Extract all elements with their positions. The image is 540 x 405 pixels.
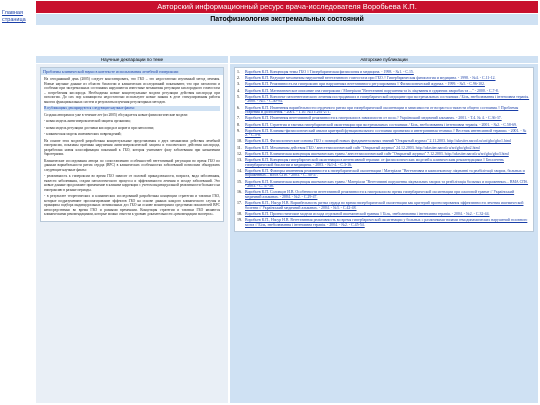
publication-link[interactable]: Воробьев К.П. Стратегия и тактика гипербарической оксигенации при экстремальных состояниях / Біль, знеболювання і інтенсивна терапія. - 2001. - №2. - С.58-69. (245, 122, 517, 127)
declaration-paragraph: На сегодняшний день (2005) следует констатировать, что ГБО – это недостаточно изученный метод лечения. Новые научные данные из области биологии и клинических исследований показывают, что при патологии и особенно при экстремальных состояниях нарушаются известные механизмы регуляции кислородного гомеостаза – потребления кислорода. Необходимы новые концептуальные модели регуляции действия кислорода при патологии. До сих пор клиницисты недостаточно используют новые знания в деле стимулирования работы многих функциональных систем и результаты изучения регуляторных методов. (44, 77, 220, 104)
publication-item (237, 128, 530, 138)
publication-item (237, 218, 530, 227)
publication-number: 5. (237, 94, 240, 99)
publication-number: 2. (237, 76, 240, 81)
declaration-paragraph: - новая модель регуляции доставки кислорода в норме и при патологии; (44, 125, 155, 130)
publication-item (237, 145, 530, 151)
home-link-line1[interactable]: Главная (2, 10, 23, 16)
publication-item (237, 139, 530, 144)
publications-list (234, 67, 534, 232)
publications-column (230, 64, 538, 403)
publication-item (237, 105, 530, 115)
declaration-paragraph: - клиническая модель ишемических повреждений; (44, 132, 122, 136)
publication-item (237, 122, 530, 128)
declarations-box (40, 67, 224, 222)
publication-link[interactable]: Воробьев К.П. Концепция темы ГБО // Гипербарическая физиология и медицина. - 1998. - №1. - С.15. (245, 70, 414, 74)
left-column-header: Научные декларации по теме (36, 56, 228, 63)
publication-item (237, 190, 530, 199)
declaration-paragraph: В публикациях декларируются следующие научные факты: (44, 106, 220, 111)
publication-link[interactable]: Воробьев К.П. Факторы изменения реактивности к гипербарической оксигенации / Матеріали "Вегетативна в комплексному лікуванні та реабілітації хворих, больных и пораженных... ВМА СПб. - 2003. - С. 36-37. (245, 168, 525, 178)
publication-link[interactable]: Воробьев К.П. Математическое описание сна гипероксии / Матеріали "Вегетативні порушення та їх лікування в судинних хворобах та ..." - 2000. - С.7-8. (245, 88, 499, 93)
publication-link[interactable]: Воробьев К.П. Соловцов И.В. Особенности вегетативной реактивности к гипероксии во время гипербарической оксигенации при ожоговой травме // Український медичний альманах. - 2004. - №2. - С.29-47. (245, 190, 515, 199)
publication-link[interactable]: Воробьев К.П. Клинико-физиологический анализ критерий функционального состояния организма и интегративная техника // Вестник интенсивной терапии. - 2001. - № 2. - С.5-8. (245, 128, 527, 138)
publication-number: 7. (237, 116, 240, 121)
publication-link[interactable]: Воробьев К.П., Насур Н.В. Вегетативная реактивность во время гипербарической оксигенации у больных с различными типами гемодинамических нарушений головного мозга // Біль, знеболювання і інтенсивна терапія. - 2004. - №2. - С.45-54. (245, 218, 528, 227)
publication-number: 18. (237, 211, 242, 216)
publication-link[interactable]: Воробьев К.П. Изменения вариабельности сердечного ритма при гипербарической оксигенации в зависимости от возраста и тяжести общего состояния // Проблемы старения и долголетия. - 2001. - Т.10. №3 с.261-271. (245, 105, 519, 115)
publication-number: 16. (237, 190, 242, 195)
publication-number: 19. (237, 218, 242, 223)
publication-link[interactable]: Воробьев К.П. Механизмы действия ГБО / анестезиологический сайт "Открытый журнал" 24.12.2003. http://ukrsiter.narod.ru/art/gbo/gbo2.html (245, 145, 480, 150)
publication-link[interactable]: Воробьев К.П. Концепция гипербарической оксигенации в интенсивной терапии: от физиологических моделей к клиническим рекомендациям // Бюллетень гипербарической биологии и медицины. - 2003. - №1-4. - С.3-16. (245, 158, 504, 167)
declaration-paragraph: - в результате теоретических и клинических исследований разработаны концепции стратегии и тактики ГБО, которые подразумевают пролонгирование эффектов ГБО на основе данных каждого клинического случая и принципы подбора индивидуальных оптимальных доз ГБО на основе мониторинга средствами показателей ВРС непосредственно во время ГБО и разными временами. Концепция стратегии и тактики ГБО являются клиническими рекомендациями, которые можно отнести к уровню доказательности «рекомендации эксперта». (44, 194, 220, 216)
publication-item (237, 179, 530, 189)
publication-item (237, 151, 530, 157)
publication-link[interactable]: Воробьев К.П. Прогностические модели исхода отдельной ишемической травмы // Біль, знеболювання і інтенсивна терапія. - 2004. - №2. - С.32-44. (245, 211, 490, 216)
publication-link[interactable]: Воробьев К.П. Ведущие механизмы нарушений вегетативного гомеостаза при ГБО // Гипербарическая физиология и медицина. - 1998. - №4. - С.11-12. (245, 76, 496, 81)
declaration-paragraph: На основе этих моделей разработаны концептуальные представления о двух механизмах действия лечебной гипероксии, показаны причины нарушения антигипероксической защиты и токсического действия кислорода, разработана новая классификация показаний к ГБО, которая учитывает фазу заболевания при назначении баротерапии. (44, 138, 220, 156)
declaration-paragraph: - реактивность к гипероксии во время ГБО зависит от половой принадлежности, возраста, вида заболевания, тяжести заболевания, стадии патологического процесса и эффективности лечения в исходе заболеваний. Это новые данные продолжают применение в клинике коррекции с учетом индивидуальной реактивности больного на гипероксию в разные периоды. (44, 174, 220, 192)
publication-number: 3. (237, 82, 240, 87)
publication-number: 15. (237, 179, 242, 184)
publication-item (237, 201, 530, 210)
publication-link[interactable]: Воробьев К.П. Клиническая концепция ишемических травм / Матеріали "Вегетативні порушення лікувальних хворих та реабілітація больных и пораженных... ВМА СПб. - 2003. - С. 37-38. (245, 179, 529, 189)
publication-item (237, 211, 530, 217)
declaration-paragraph: Создана авторами и уже в течение лет (из 2005) обсуждается новые физиологические модели: (44, 112, 189, 117)
publication-item (237, 116, 530, 121)
publication-number: 17. (237, 201, 242, 206)
publication-link[interactable]: Воробьев К.П. Реактивность на гипероксию при нарушениях вегетативного регулирования // Физиологический журнал. - 1999. - №5. - С.96-102. (245, 82, 485, 87)
publication-number: 14. (237, 168, 242, 173)
publication-item (237, 158, 530, 167)
publication-link[interactable]: Воробьев К.П. Изменения вегетативной реактивности к гипероксии в зависимости от пола // Український медичний альманах. - 2001. - Т.4. № 4. - С.36-37. (245, 116, 502, 121)
home-link-line2[interactable]: страница (2, 17, 26, 23)
site-title: Авторский информационный ресурс врача-исследователя Воробьева К.П. (36, 1, 538, 13)
publication-number: 1. (237, 70, 240, 74)
publication-number: 13. (237, 158, 242, 163)
publication-item (237, 94, 530, 104)
publication-number: 12. (237, 151, 242, 156)
publication-link[interactable]: Воробьев К.П., Насур Н.В. Вариабельность ритма сердца во время гипербарической оксигенации как критерий прогнозирования эффективности лечения ишемической болезни // Український медичний альманах. - 2004. - №3. - С.42-48. (245, 201, 524, 210)
declaration-paragraph: Клинические исследования автора по сопоставлению особенностей вегетативной регуляции во время ГБО по данным вариабельности ритма сердца (ВРС) в клинических особенностях заболеваний позволили обнаружить следующие научные факты: (44, 158, 220, 172)
publication-number: 4. (237, 88, 240, 93)
publication-link[interactable]: Воробьев К.П. Клиническая концепция ишемических травм / анестезиологический сайт "Открытый журнал" 7.12.2003. http://ukrsiter.narod.ru/art/gbo/gbo3.html (245, 151, 509, 156)
header-spacer (36, 25, 538, 55)
declarations-section-title: Проблемы клинической науки в контексте использования лечебной гипероксии (41, 68, 223, 75)
declarations-column (36, 64, 228, 403)
home-link[interactable] (2, 10, 32, 24)
publication-item (237, 88, 530, 94)
publication-item (237, 82, 530, 87)
publication-link[interactable]: Воробьев К.П. Конспект патогенетического лечения пострадавших в гипербарической медицине при экстремальных состояниях / Біль, знеболювання і інтенсивна терапія. - 2000. - №1. - С.40-94. (245, 94, 530, 104)
publication-number: 10. (237, 139, 242, 144)
page-title: Патофизиология экстремальных состояний (36, 14, 538, 25)
publication-link[interactable]: Воробьев К.П. Физиологические основы ГБО с позиций новых фундаментальных знаний "Открытый журнал" 2.11.2003. http://ukrsiter.narod.ru/art/gbo/gbo1.html (245, 139, 511, 144)
publication-number: 9. (237, 128, 240, 133)
publication-number: 6. (237, 105, 240, 110)
publication-item (237, 70, 530, 75)
publication-item (237, 76, 530, 81)
publication-item (237, 168, 530, 178)
right-column-header: Авторские публикации (230, 56, 538, 63)
declaration-paragraph: - новая модель антигипероксической защиты организма; (44, 119, 131, 123)
publication-number: 11. (237, 145, 242, 150)
publication-number: 8. (237, 122, 240, 127)
